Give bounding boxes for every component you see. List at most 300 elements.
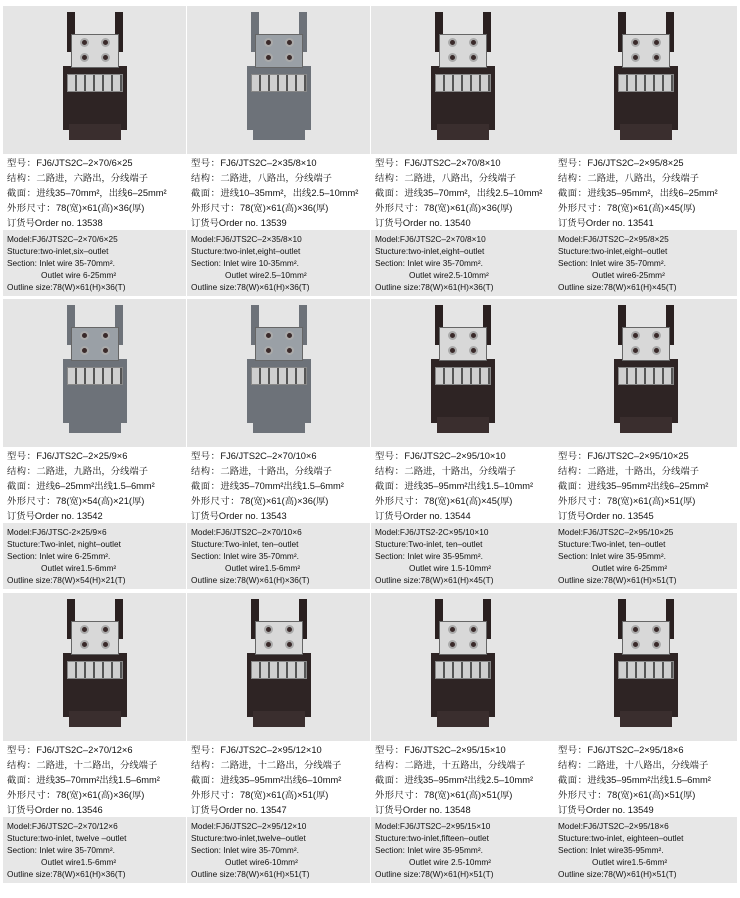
order-label-cn: 订货号	[375, 511, 403, 521]
structure-value-en: two-inlet,eight–outlet	[591, 246, 668, 256]
model-label: 型号：	[191, 745, 221, 755]
inlet-value: Inlet wire 35-95mm².	[407, 551, 483, 561]
structure-value: 二路进，十二路出，分线端子	[220, 760, 342, 770]
order-label-en: Order no.	[34, 511, 75, 521]
structure-value-en: two-inlet,eight–outlet	[408, 246, 485, 256]
product-photo	[554, 593, 737, 741]
model-value-en: FJ6/JTS2-2C×95/10×10	[399, 527, 489, 537]
structure-value: 二路进，十五路出，分线端子	[404, 760, 526, 770]
size-value: 78(宽)×61(高)×45(厚)	[424, 496, 513, 506]
inlet-value: Inlet wire 35-70mm².	[39, 258, 115, 268]
order-label-cn: 订货号	[375, 218, 403, 228]
order-number: 13549	[627, 805, 654, 815]
size-label-en: Outline size:	[558, 282, 604, 292]
terminal-block-image	[614, 599, 678, 729]
size-value-en: 78(W)×61(H)×36(T)	[52, 282, 126, 292]
model-label-en: Model:	[7, 527, 32, 537]
order-number: 13539	[260, 218, 287, 228]
product-photo	[187, 6, 370, 154]
section-label: 截面：	[558, 188, 588, 198]
order-label-cn: 订货号	[375, 805, 403, 815]
structure-value: 二路进，八路出，分线端子	[220, 173, 332, 183]
product-card	[371, 299, 554, 589]
spec-chinese	[187, 447, 370, 523]
size-label: 外形尺寸：	[375, 790, 424, 800]
section-label-en: Section:	[191, 551, 221, 561]
section-value: 进线35–70mm²，出线6–25mm²	[36, 188, 167, 198]
order-label-cn: 订货号	[191, 218, 219, 228]
spec-chinese	[371, 741, 554, 817]
inlet-value: Inlet wire 10-35mm².	[223, 258, 299, 268]
spec-english	[371, 230, 554, 296]
outlet-value: Outlet wire2.5-10mm²	[409, 270, 489, 280]
model-value: FJ6/JTS2C–2×70/6×25	[36, 158, 133, 168]
model-value: FJ6/JTS2C–2×95/12×10	[220, 745, 322, 755]
order-label-cn: 订货号	[191, 805, 219, 815]
structure-label-en: Stucture:	[191, 833, 225, 843]
order-label-en: Order no.	[218, 218, 259, 228]
structure-value-en: two-inlet, twelve –outlet	[40, 833, 127, 843]
product-card	[371, 593, 554, 883]
order-number: 13544	[444, 511, 471, 521]
outlet-value: Outlet wire 2.5-10mm²	[409, 857, 492, 867]
structure-value-en: Two-inlet, ten–outlet	[591, 539, 666, 549]
model-value: FJ6/JTS2C–2×95/10×10	[404, 451, 506, 461]
order-label-en: Order no.	[34, 805, 75, 815]
outlet-value: Outlet wire 6-25mm²	[41, 270, 117, 280]
size-label: 外形尺寸：	[191, 790, 240, 800]
order-number: 13547	[260, 805, 287, 815]
structure-value-en: two-inlet, eighteen–outlet	[591, 833, 684, 843]
size-label: 外形尺寸：	[558, 496, 607, 506]
section-label-en: Section:	[375, 551, 405, 561]
outlet-value: Outlet wire1.5-6mm²	[41, 857, 117, 867]
product-card	[3, 6, 186, 296]
structure-label: 结构：	[7, 466, 37, 476]
structure-value-en: two-inlet,eight–outlet	[224, 246, 301, 256]
model-value-en: FJ6/JTS2C–2×70/8×10	[399, 234, 486, 244]
structure-label: 结构：	[191, 173, 221, 183]
size-value: 78(宽)×61(高)×51(厚)	[240, 790, 329, 800]
spec-chinese	[187, 741, 370, 817]
section-label-en: Section:	[7, 845, 37, 855]
model-label: 型号：	[7, 745, 37, 755]
order-label-en: Order no.	[585, 511, 626, 521]
section-label-en: Section:	[375, 845, 405, 855]
section-value: 进线35–70mm²出线1.5–6mm²	[220, 481, 344, 491]
section-label-en: Section:	[191, 845, 221, 855]
structure-value: 二路进，八路出，分线端子	[587, 173, 699, 183]
structure-label: 结构：	[375, 760, 405, 770]
structure-value: 二路进，十八路出，分线端子	[587, 760, 709, 770]
order-number: 13540	[444, 218, 471, 228]
outlet-value: Outlet wire 6-25mm²	[592, 563, 668, 573]
model-label-en: Model:	[558, 821, 583, 831]
order-label-cn: 订货号	[7, 511, 35, 521]
section-label-en: Section:	[7, 551, 37, 561]
model-value: FJ6/JTS2C–2×70/10×6	[220, 451, 317, 461]
size-label-en: Outline size:	[7, 575, 53, 585]
order-number: 13543	[260, 511, 287, 521]
structure-value-en: two-inlet,fifteen–outlet	[408, 833, 489, 843]
model-label-en: Model:	[375, 234, 400, 244]
order-number: 13538	[76, 218, 103, 228]
model-label-en: Model:	[191, 821, 216, 831]
product-card	[554, 593, 737, 883]
spec-english	[187, 523, 370, 589]
model-label-en: Model:	[7, 234, 32, 244]
model-label: 型号：	[7, 451, 37, 461]
order-label-en: Order no.	[585, 805, 626, 815]
inlet-value: Inlet wire 35-95mm².	[407, 845, 483, 855]
section-label-en: Section:	[191, 258, 221, 268]
section-label: 截面：	[375, 188, 405, 198]
model-value-en: FJ6/JTS2C–2×95/10×25	[582, 527, 674, 537]
inlet-value: Inlet wire35-95mm².	[590, 845, 664, 855]
order-label-en: Order no.	[34, 218, 75, 228]
size-value-en: 78(W)×61(H)×36(T)	[420, 282, 494, 292]
inlet-value: Inlet wire 35-95mm².	[590, 551, 666, 561]
product-card	[3, 299, 186, 589]
model-label: 型号：	[375, 745, 405, 755]
section-value: 进线35–95mm²出线6–10mm²	[220, 775, 342, 785]
terminal-block-image	[431, 599, 495, 729]
product-photo	[187, 593, 370, 741]
size-label: 外形尺寸：	[375, 203, 424, 213]
size-value: 78(宽)×61(高)×36(厚)	[240, 496, 329, 506]
size-label-en: Outline size:	[191, 282, 237, 292]
section-label: 截面：	[191, 481, 221, 491]
model-label-en: Model:	[558, 527, 583, 537]
structure-label: 结构：	[7, 760, 37, 770]
terminal-block-image	[614, 12, 678, 142]
structure-label-en: Stucture:	[7, 539, 41, 549]
section-label: 截面：	[558, 775, 588, 785]
section-value: 进线35–95mm²出线1.5–6mm²	[587, 775, 711, 785]
outlet-value: Outlet wire1.5-6mm²	[225, 563, 301, 573]
model-label-en: Model:	[191, 234, 216, 244]
section-label: 截面：	[375, 775, 405, 785]
spec-english	[3, 230, 186, 296]
section-label-en: Section:	[375, 258, 405, 268]
size-value: 78(宽)×61(高)×45(厚)	[607, 203, 696, 213]
model-label: 型号：	[375, 158, 405, 168]
structure-value-en: Two-inlet, night–outlet	[40, 539, 121, 549]
spec-english	[187, 230, 370, 296]
size-label: 外形尺寸：	[375, 496, 424, 506]
order-number: 13542	[76, 511, 103, 521]
structure-label-en: Stucture:	[375, 539, 409, 549]
product-photo	[3, 6, 186, 154]
section-label: 截面：	[191, 775, 221, 785]
terminal-block-image	[63, 599, 127, 729]
spec-chinese	[554, 741, 737, 817]
size-label: 外形尺寸：	[191, 496, 240, 506]
size-label-en: Outline size:	[7, 282, 53, 292]
order-number: 13541	[627, 218, 654, 228]
product-photo	[371, 6, 554, 154]
product-photo	[3, 299, 186, 447]
structure-value: 二路进，八路出，分线端子	[404, 173, 516, 183]
section-label-en: Section:	[558, 551, 588, 561]
section-label: 截面：	[7, 188, 37, 198]
terminal-block-image	[431, 12, 495, 142]
model-label: 型号：	[375, 451, 405, 461]
model-label: 型号：	[558, 158, 588, 168]
size-label-en: Outline size:	[191, 869, 237, 879]
size-label: 外形尺寸：	[7, 790, 56, 800]
model-value: FJ6/JTS2C–2×70/8×10	[404, 158, 501, 168]
model-value-en: FJ6/JTS2C–2×70/10×6	[215, 527, 302, 537]
size-value-en: 78(W)×61(H)×45(T)	[603, 282, 677, 292]
model-label-en: Model:	[191, 527, 216, 537]
size-value-en: 78(W)×61(H)×51(T)	[603, 869, 677, 879]
section-value: 进线35–70mm²，出线2.5–10mm²	[404, 188, 543, 198]
terminal-block-image	[247, 12, 311, 142]
product-photo	[3, 593, 186, 741]
structure-label: 结构：	[7, 173, 37, 183]
model-label-en: Model:	[558, 234, 583, 244]
order-number: 13546	[76, 805, 103, 815]
size-label: 外形尺寸：	[7, 496, 56, 506]
order-label-cn: 订货号	[7, 805, 35, 815]
section-label-en: Section:	[558, 845, 588, 855]
model-value: FJ6/JTS2C–2×25/9×6	[36, 451, 128, 461]
structure-value: 二路进，十路出，分线端子	[404, 466, 516, 476]
size-value: 78(宽)×61(高)×51(厚)	[424, 790, 513, 800]
model-value-en: FJ6/JTSC-2×25/9×6	[31, 527, 107, 537]
inlet-value: Inlet wire 35-70mm².	[223, 551, 299, 561]
structure-label: 结构：	[191, 760, 221, 770]
product-card	[187, 6, 370, 296]
spec-chinese	[371, 447, 554, 523]
model-value-en: FJ6/JTS2C–2×70/12×6	[31, 821, 118, 831]
size-value-en: 78(W)×61(H)×51(T)	[420, 869, 494, 879]
spec-english	[554, 230, 737, 296]
product-photo	[371, 299, 554, 447]
size-value: 78(宽)×61(高)×36(厚)	[56, 790, 145, 800]
size-value: 78(宽)×61(高)×36(厚)	[240, 203, 329, 213]
size-value-en: 78(W)×54(H)×21(T)	[52, 575, 126, 585]
model-value-en: FJ6/JTS2C–2×35/8×10	[215, 234, 302, 244]
section-value: 进线10–35mm²，出线2.5–10mm²	[220, 188, 359, 198]
model-label: 型号：	[558, 745, 588, 755]
spec-english	[554, 523, 737, 589]
size-label-en: Outline size:	[7, 869, 53, 879]
size-label-en: Outline size:	[558, 869, 604, 879]
order-label-en: Order no.	[585, 218, 626, 228]
structure-value: 二路进，六路出，分线端子	[36, 173, 148, 183]
product-photo	[187, 299, 370, 447]
product-card	[554, 299, 737, 589]
structure-label: 结构：	[558, 173, 588, 183]
section-value: 进线35–70mm²出线1.5–6mm²	[36, 775, 160, 785]
model-value-en: FJ6/JTS2C–2×95/18×6	[582, 821, 669, 831]
product-photo	[554, 299, 737, 447]
order-label-en: Order no.	[402, 805, 443, 815]
product-card	[554, 6, 737, 296]
structure-label: 结构：	[375, 173, 405, 183]
product-photo	[371, 593, 554, 741]
size-label-en: Outline size:	[375, 282, 421, 292]
order-label-en: Order no.	[218, 511, 259, 521]
section-label: 截面：	[191, 188, 221, 198]
spec-chinese	[3, 447, 186, 523]
order-label-en: Order no.	[402, 218, 443, 228]
structure-value-en: two-inlet,six–outlet	[40, 246, 109, 256]
model-label: 型号：	[191, 158, 221, 168]
size-value-en: 78(W)×61(H)×36(T)	[236, 282, 310, 292]
product-photo	[554, 6, 737, 154]
model-label-en: Model:	[7, 821, 32, 831]
size-label-en: Outline size:	[375, 869, 421, 879]
spec-english	[187, 817, 370, 883]
size-value-en: 78(W)×61(H)×51(T)	[236, 869, 310, 879]
size-label: 外形尺寸：	[7, 203, 56, 213]
section-label: 截面：	[7, 775, 37, 785]
outlet-value: Outlet wire2.5–10mm²	[225, 270, 307, 280]
size-label: 外形尺寸：	[191, 203, 240, 213]
order-label-en: Order no.	[402, 511, 443, 521]
spec-english	[371, 523, 554, 589]
model-value: FJ6/JTS2C–2×95/10×25	[587, 451, 689, 461]
model-label: 型号：	[7, 158, 37, 168]
size-value: 78(宽)×54(高)×21(厚)	[56, 496, 145, 506]
model-value: FJ6/JTS2C–2×95/8×25	[587, 158, 684, 168]
size-value: 78(宽)×61(高)×36(厚)	[424, 203, 513, 213]
section-value: 进线6–25mm²出线1.5–6mm²	[36, 481, 155, 491]
section-value: 进线35–95mm²，出线6–25mm²	[587, 188, 718, 198]
structure-label: 结构：	[375, 466, 405, 476]
structure-value: 二路进，十二路出，分线端子	[36, 760, 158, 770]
inlet-value: Inlet wire 6-25mm².	[39, 551, 111, 561]
spec-english	[3, 523, 186, 589]
model-label-en: Model:	[375, 527, 400, 537]
model-value-en: FJ6/JTS2C–2×95/12×10	[215, 821, 307, 831]
inlet-value: Inlet wire 35-70mm².	[590, 258, 666, 268]
spec-chinese	[554, 447, 737, 523]
section-value: 进线35–95mm²出线1.5–10mm²	[404, 481, 534, 491]
structure-label-en: Stucture:	[191, 246, 225, 256]
structure-label: 结构：	[558, 466, 588, 476]
size-label-en: Outline size:	[375, 575, 421, 585]
model-value-en: FJ6/JTS2C–2×95/8×25	[582, 234, 669, 244]
terminal-block-image	[247, 305, 311, 435]
size-label-en: Outline size:	[191, 575, 237, 585]
structure-label: 结构：	[191, 466, 221, 476]
order-number: 13548	[444, 805, 471, 815]
section-label: 截面：	[7, 481, 37, 491]
size-value-en: 78(W)×61(H)×36(T)	[52, 869, 126, 879]
size-value-en: 78(W)×61(H)×36(T)	[236, 575, 310, 585]
structure-label-en: Stucture:	[558, 246, 592, 256]
model-value-en: FJ6/JTS2C–2×95/15×10	[399, 821, 491, 831]
product-card	[187, 299, 370, 589]
section-label-en: Section:	[558, 258, 588, 268]
size-label: 外形尺寸：	[558, 203, 607, 213]
size-value: 78(宽)×61(高)×51(厚)	[607, 496, 696, 506]
spec-chinese	[3, 741, 186, 817]
size-value: 78(宽)×61(高)×36(厚)	[56, 203, 145, 213]
outlet-value: Outlet wire1.5-6mm²	[592, 857, 668, 867]
section-label-en: Section:	[7, 258, 37, 268]
inlet-value: Inlet wire 35-70mm².	[39, 845, 115, 855]
structure-label-en: Stucture:	[558, 833, 592, 843]
terminal-block-image	[614, 305, 678, 435]
outlet-value: Outlet wire 1.5-10mm²	[409, 563, 492, 573]
section-value: 进线35–95mm²出线2.5–10mm²	[404, 775, 534, 785]
order-number: 13545	[627, 511, 654, 521]
outlet-value: Outlet wire6-25mm²	[592, 270, 665, 280]
structure-label-en: Stucture:	[558, 539, 592, 549]
spec-chinese	[371, 154, 554, 230]
order-label-cn: 订货号	[558, 511, 586, 521]
terminal-block-image	[431, 305, 495, 435]
structure-value-en: Two-inlet, ten–outlet	[408, 539, 483, 549]
model-value: FJ6/JTS2C–2×70/12×6	[36, 745, 133, 755]
spec-english	[3, 817, 186, 883]
product-card	[187, 593, 370, 883]
structure-label-en: Stucture:	[375, 246, 409, 256]
model-value: FJ6/JTS2C–2×35/8×10	[220, 158, 317, 168]
product-card	[3, 593, 186, 883]
terminal-block-image	[63, 305, 127, 435]
spec-chinese	[3, 154, 186, 230]
outlet-value: Outlet wire6-10mm²	[225, 857, 298, 867]
model-label-en: Model:	[375, 821, 400, 831]
section-value: 进线35–95mm²出线6–25mm²	[587, 481, 709, 491]
structure-value: 二路进，九路出，分线端子	[36, 466, 148, 476]
size-value-en: 78(W)×61(H)×45(T)	[420, 575, 494, 585]
size-label-en: Outline size:	[558, 575, 604, 585]
structure-value-en: two-inlet,twelve–outlet	[224, 833, 306, 843]
structure-value-en: Two-inlet, ten–outlet	[224, 539, 299, 549]
order-label-cn: 订货号	[7, 218, 35, 228]
order-label-cn: 订货号	[558, 218, 586, 228]
structure-label-en: Stucture:	[7, 246, 41, 256]
outlet-value: Outlet wire1.5-6mm²	[41, 563, 117, 573]
model-label: 型号：	[558, 451, 588, 461]
size-value: 78(宽)×61(高)×51(厚)	[607, 790, 696, 800]
spec-chinese	[187, 154, 370, 230]
model-label: 型号：	[191, 451, 221, 461]
structure-value: 二路进，十路出，分线端子	[220, 466, 332, 476]
size-label: 外形尺寸：	[558, 790, 607, 800]
order-label-cn: 订货号	[191, 511, 219, 521]
section-label: 截面：	[375, 481, 405, 491]
model-value: FJ6/JTS2C–2×95/15×10	[404, 745, 506, 755]
structure-value: 二路进，十路出，分线端子	[587, 466, 699, 476]
spec-chinese	[554, 154, 737, 230]
model-value-en: FJ6/JTS2C–2×70/6×25	[31, 234, 118, 244]
structure-label-en: Stucture:	[7, 833, 41, 843]
model-value: FJ6/JTS2C–2×95/18×6	[587, 745, 684, 755]
terminal-block-image	[247, 599, 311, 729]
structure-label-en: Stucture:	[191, 539, 225, 549]
product-card	[371, 6, 554, 296]
terminal-block-image	[63, 12, 127, 142]
structure-label: 结构：	[558, 760, 588, 770]
size-value-en: 78(W)×61(H)×51(T)	[603, 575, 677, 585]
inlet-value: Inlet wire 35-70mm².	[407, 258, 483, 268]
order-label-cn: 订货号	[558, 805, 586, 815]
structure-label-en: Stucture:	[375, 833, 409, 843]
inlet-value: Inlet wire 35-70mm².	[223, 845, 299, 855]
spec-english	[371, 817, 554, 883]
section-label: 截面：	[558, 481, 588, 491]
order-label-en: Order no.	[218, 805, 259, 815]
spec-english	[554, 817, 737, 883]
